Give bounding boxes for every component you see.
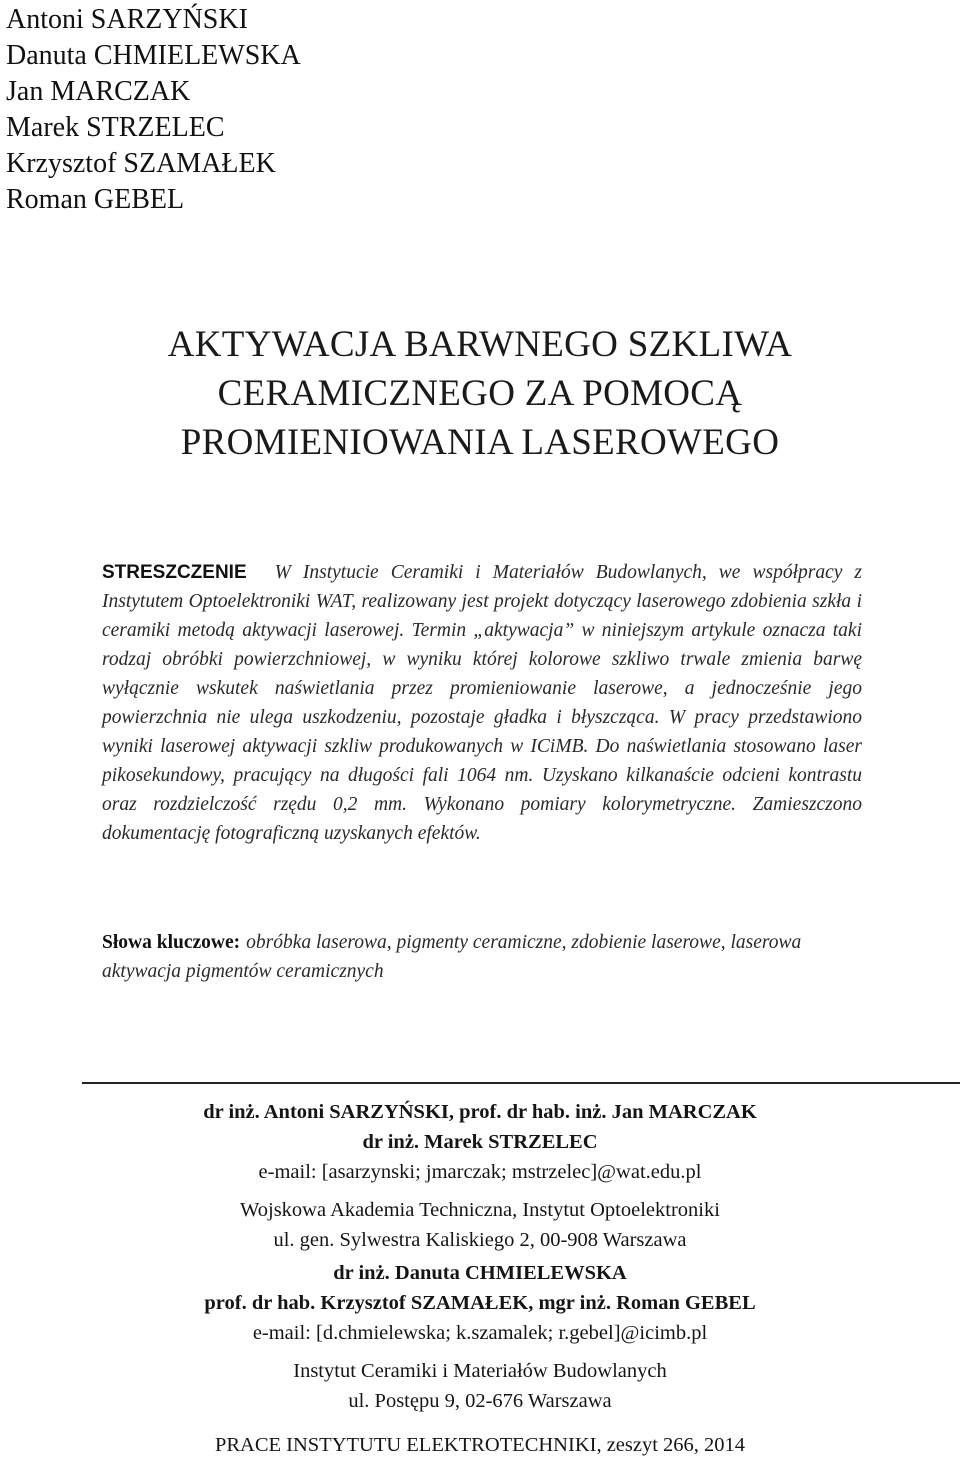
affiliation-names: dr inż. Antoni SARZYŃSKI, prof. dr hab. inż. Jan MARCZAK <box>203 1101 757 1123</box>
affiliation-names: dr inż. Marek STRZELEC <box>362 1131 598 1153</box>
author-name: Danuta CHMIELEWSKA <box>6 40 301 71</box>
author-name: Roman GEBEL <box>6 184 185 215</box>
abstract-text: W Instytucie Ceramiki i Materiałów Budowlanych, we współpracy z Instytutem Optoelektroniki WAT, realizowany jest projekt dotyczący laserowego zdobienia szkła i ceramiki metodą aktywacji laserowej. Termin „aktywacja” w niniejszym artykule oznacza taki rodzaj obróbki powierzchniowej, w wyniku której kolorowe szkliwo trwale zmienia barwę wyłącznie wskutek naświetlania przez promieniowanie laserowe, a jednocześnie jego powierzchnia nie ulega uszkodzeniu, pozostaje gładka i błyszcząca. W pracy przedstawiono wyniki laserowej aktywacji szkliw produkowanych w ICiMB. Do naświetlania stosowano laser pikosekundowy, pracujący na długości fali 1064 nm. Uzyskano kilkanaście odcieni kontrastu oraz rozdzielczość rzędu 0,2 mm. Wykonano pomiary kolorymetryczne. Zamieszczono dokumentację fotograficzną uzyskanych efektów. <box>102 562 862 844</box>
affiliation-names: prof. dr hab. Krzysztof SZAMAŁEK, mgr inż. Roman GEBEL <box>204 1292 756 1314</box>
affiliation-institution: Instytut Ceramiki i Materiałów Budowlanych <box>293 1360 667 1382</box>
affiliation-address: ul. Postępu 9, 02-676 Warszawa <box>348 1390 612 1412</box>
abstract <box>102 558 862 848</box>
affiliation-address: ul. gen. Sylwestra Kaliskiego 2, 00-908 Warszawa <box>273 1229 687 1251</box>
affiliation-email: e-mail: [d.chmielewska; k.szamalek; r.gebel]@icimb.pl <box>252 1322 708 1344</box>
author-name: Antoni SARZYŃSKI <box>6 4 248 35</box>
title-line: AKTYWACJA BARWNEGO SZKLIWA <box>167 324 793 365</box>
paper-title <box>0 320 960 467</box>
affiliation-icimb <box>0 1258 960 1416</box>
keywords <box>102 928 872 986</box>
affiliation-wat <box>0 1097 960 1255</box>
keywords-label: Słowa kluczowe: <box>102 932 241 953</box>
journal-footer: PRACE INSTYTUTU ELEKTROTECHNIKI, zeszyt 266, 2014 <box>214 1434 746 1456</box>
abstract-heading: STRESZCZENIE <box>102 562 247 583</box>
affiliation-names: dr inż. Danuta CHMIELEWSKA <box>333 1262 627 1284</box>
author-name: Marek STRZELEC <box>6 112 225 143</box>
author-list <box>6 2 301 218</box>
affiliation-institution: Wojskowa Akademia Techniczna, Instytut Optoelektroniki <box>240 1199 720 1221</box>
author-name: Jan MARCZAK <box>6 76 191 107</box>
author-name: Krzysztof SZAMAŁEK <box>6 148 276 179</box>
affiliation-email: e-mail: [asarzynski; jmarczak; mstrzelec]@wat.edu.pl <box>258 1161 702 1183</box>
keywords-text: obróbka laserowa, pigmenty ceramiczne, zdobienie laserowe, laserowa aktywacja pigmentów ceramicznych <box>102 932 802 982</box>
title-line: PROMIENIOWANIA LASEROWEGO <box>180 422 780 463</box>
footnote-divider <box>82 1082 960 1084</box>
title-line: CERAMICZNEGO ZA POMOCĄ <box>217 373 743 414</box>
